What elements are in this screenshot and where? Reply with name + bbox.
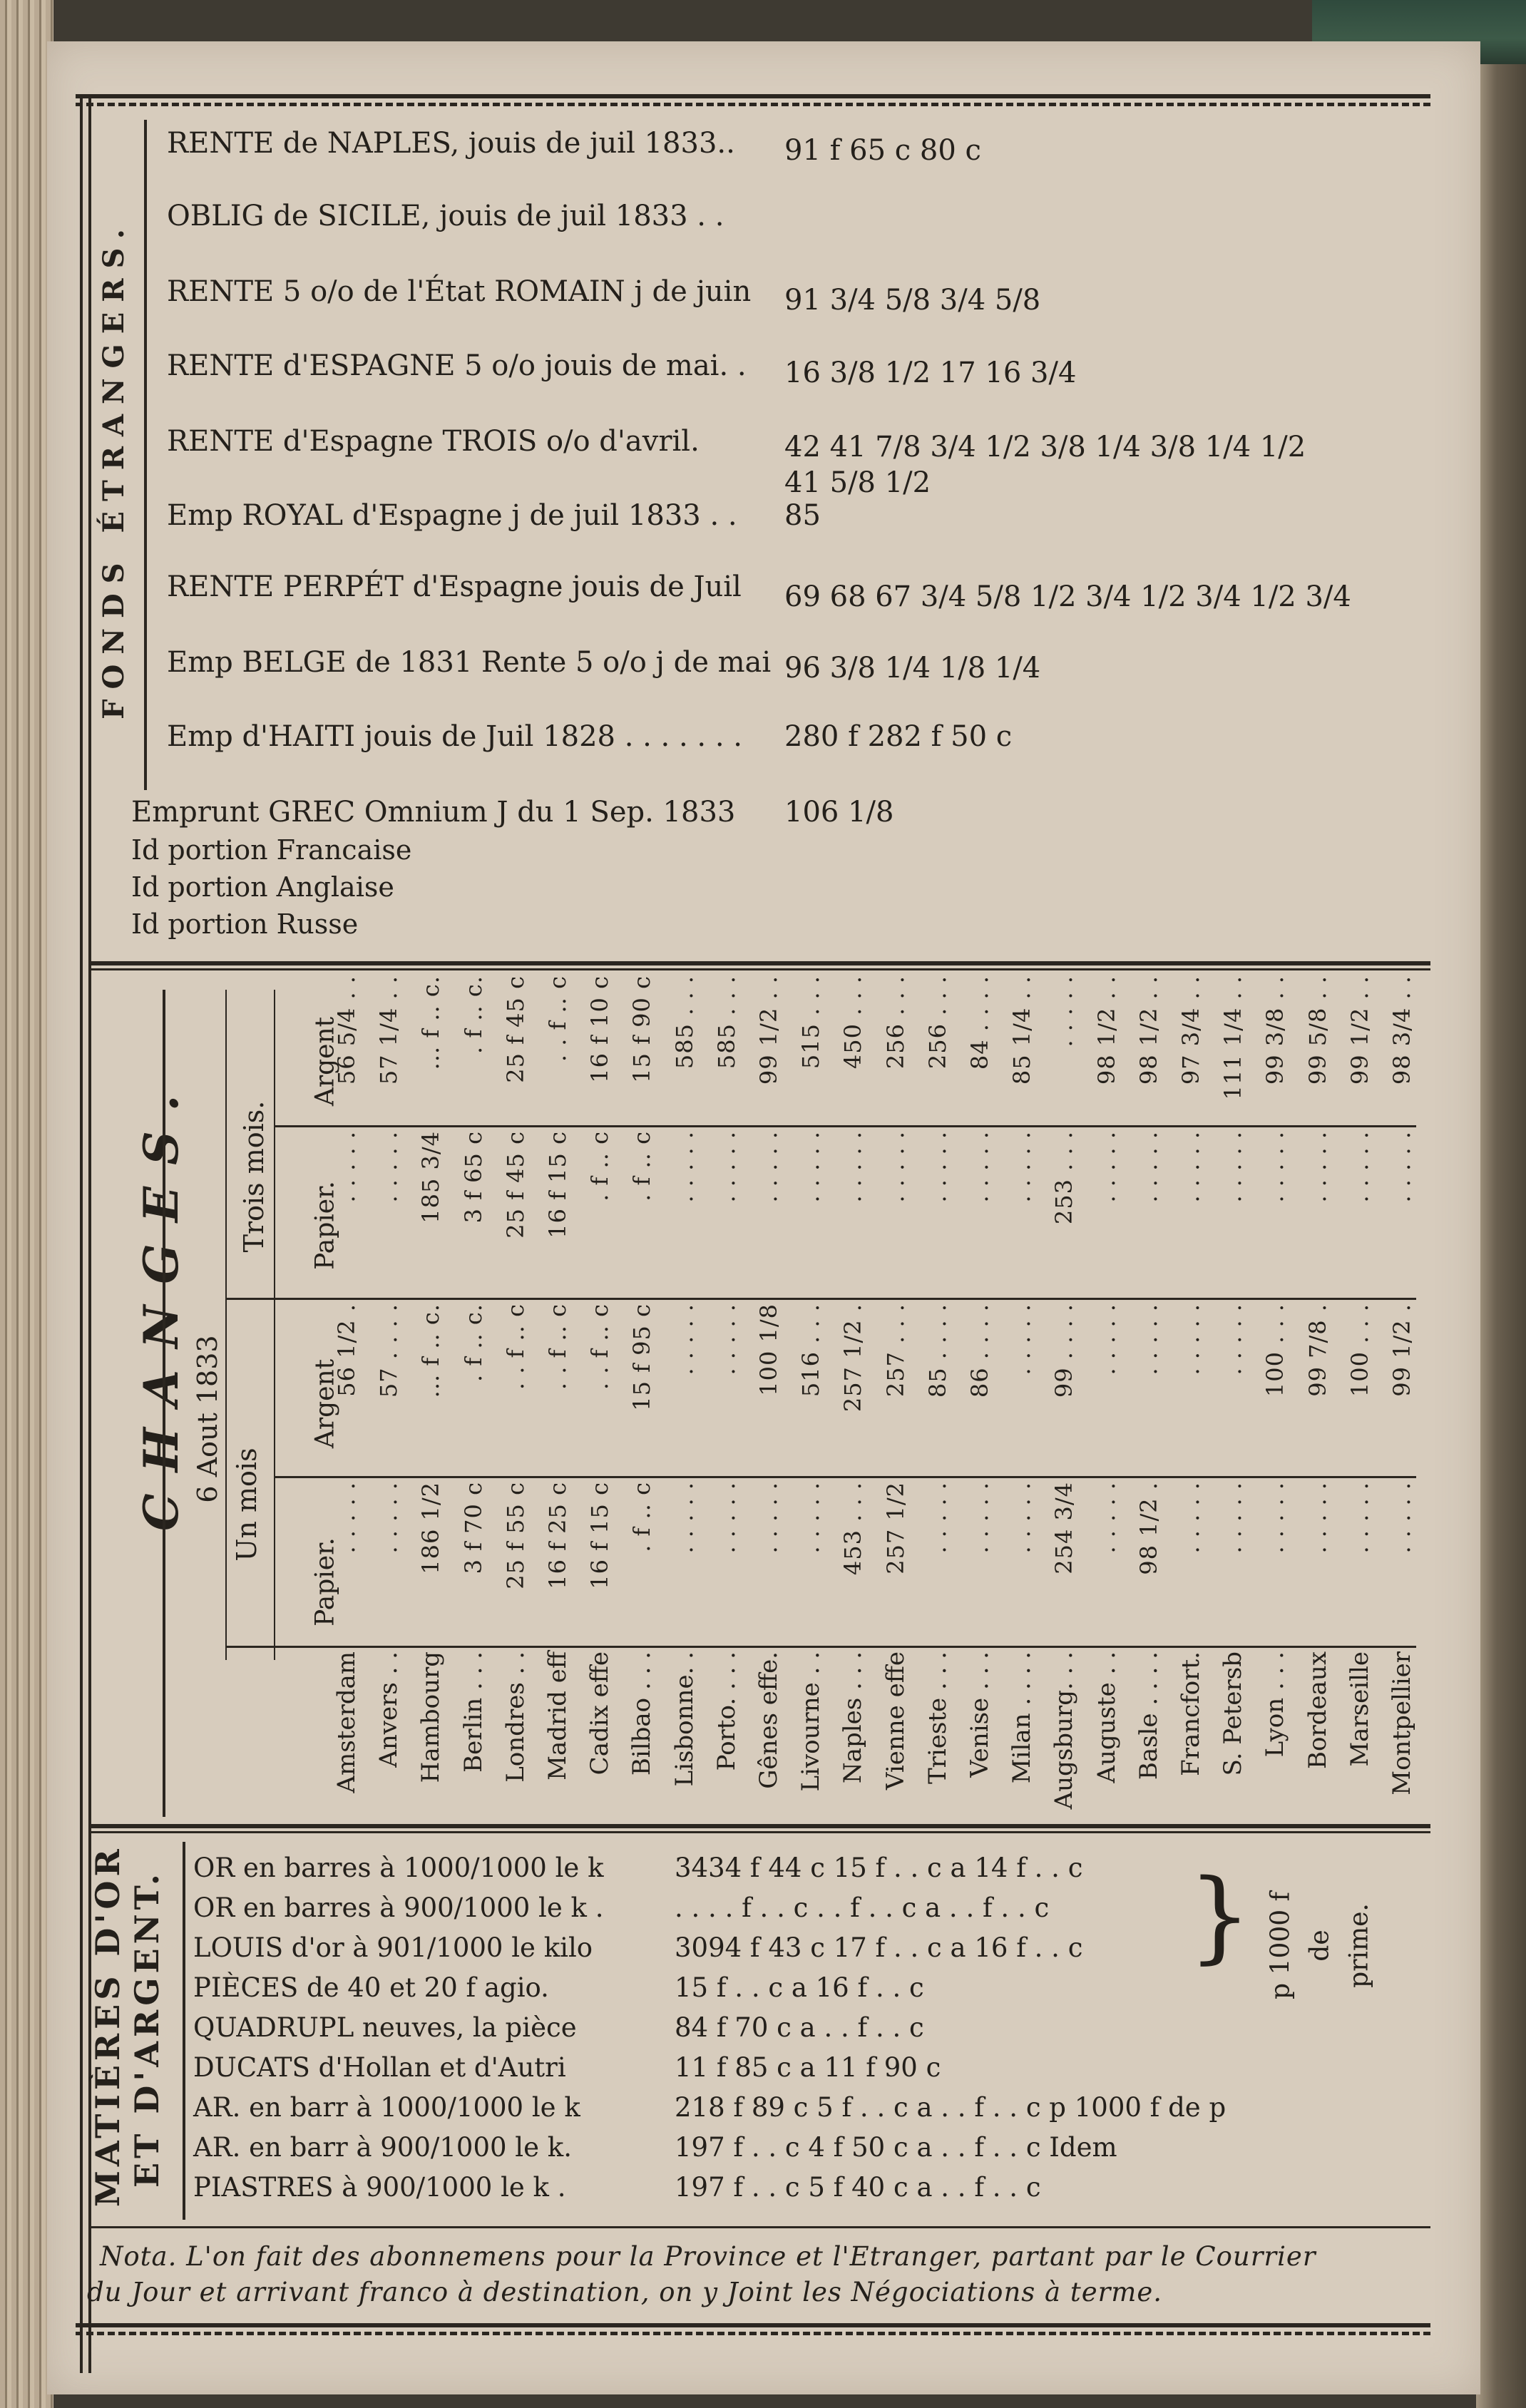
grec-portion: Id portion Russe (131, 908, 359, 940)
prime-line2: de (1305, 1930, 1335, 1962)
cell-trois-papier: . . . . . (966, 1131, 993, 1203)
city-label: Madrid eff (543, 1651, 572, 1781)
grec-portion: Id portion Anglaise (131, 871, 394, 903)
cell-un-papier: 16 f 15 c (586, 1482, 614, 1589)
cell-trois-papier: . . . . . (923, 1131, 951, 1203)
matieres-row-label: OR en barres à 900/1000 le k . (193, 1892, 604, 1923)
prime-line3: prime. (1344, 1903, 1374, 1988)
cell-un-argent: 99 7/8 . (1304, 1303, 1331, 1397)
cell-un-papier: . . . . . (1092, 1482, 1120, 1554)
cell-un-papier: . . . . . (1388, 1482, 1415, 1554)
fonds-row-value: 91 3/4 5/8 3/4 5/8 (784, 284, 1041, 317)
cell-un-papier: . . . . . (1304, 1482, 1331, 1554)
fonds-row-value: 96 3/8 1/4 1/8 1/4 (784, 652, 1041, 685)
city-label: Montpellier (1388, 1651, 1416, 1795)
cell-un-papier: 453 . . . (839, 1482, 867, 1576)
cell-trois-argent: 99 3/8 . . (1261, 975, 1289, 1085)
cell-trois-papier: 185 3/4 (417, 1131, 445, 1224)
changes-date: 6 Aout 1833 (192, 1335, 223, 1503)
matieres-row-label: QUADRUPL neuves, la pièce (193, 2012, 577, 2043)
fonds-row-label: RENTE PERPÉT d'Espagne jouis de Juil (167, 570, 742, 603)
cell-trois-argent: 97 3/4 . . (1177, 975, 1204, 1085)
left-outer-rule (80, 98, 83, 2373)
matieres-row-value: 218 f 89 c 5 f . . c a . . f . . c p 1000 f de p (675, 2092, 1227, 2123)
top-rule (76, 94, 1430, 98)
cell-trois-argent: 15 f 90 c (628, 975, 656, 1083)
city-label: Venise . . . (966, 1651, 994, 1778)
city-label: Berlin . . . (459, 1651, 488, 1773)
cell-un-papier: . . . . . (923, 1482, 951, 1554)
city-label: Bordeaux (1303, 1651, 1332, 1769)
fonds-row-value: 85 (784, 499, 821, 532)
city-label: Naples . . . (839, 1651, 868, 1784)
nota-line2: du Jour et arrivant franco à destination, on y Joint les Négociations à terme. (87, 2277, 1163, 2307)
cell-un-argent: . . . . . (1219, 1303, 1247, 1375)
fonds-row-value: 280 f 282 f 50 c (784, 720, 1013, 753)
city-label: Bilbao . . . (628, 1651, 657, 1776)
cell-un-argent: . f .. c. (459, 1303, 487, 1382)
cell-un-papier: . . . . . (1261, 1482, 1289, 1554)
matieres-title-line2: ET D'ARGENT. (128, 1870, 166, 2188)
cell-un-argent: . . f .. c (544, 1303, 571, 1390)
cell-trois-papier: 253 . . . (1050, 1131, 1078, 1225)
cell-un-papier: . . . . . (1219, 1482, 1247, 1554)
cell-un-argent: 516 . . . (797, 1303, 825, 1398)
cell-un-argent: ... f .. c. (417, 1303, 445, 1398)
cell-trois-papier: . . . . . (1346, 1131, 1373, 1203)
cell-trois-argent: 450 . . . (839, 975, 867, 1070)
matieres-row-label: DUCATS d'Hollan et d'Autri (193, 2052, 566, 2083)
cell-trois-papier: . . . . . (712, 1131, 740, 1203)
changes-top-rule-thin (90, 968, 1430, 970)
cell-un-argent: . . . . . (1008, 1303, 1036, 1375)
cell-trois-argent: 85 1/4 . . (1008, 975, 1036, 1085)
cell-trois-papier: . . . . . (670, 1131, 698, 1203)
changes-bottom-rule (90, 1824, 1430, 1828)
matieres-row-label: LOUIS d'or à 901/1000 le kilo (193, 1932, 593, 1963)
cell-un-papier: . . . . . (1346, 1482, 1373, 1554)
bottom-rule (76, 2323, 1430, 2327)
cell-trois-argent: 98 1/2 . . (1092, 975, 1120, 1085)
fonds-row-label: OBLIG de SICILE, jouis de juil 1833 . . (167, 200, 724, 232)
matieres-divider (183, 1842, 185, 2220)
city-label: Basle . . . . (1134, 1651, 1163, 1781)
cell-trois-papier: . . . . . (1008, 1131, 1036, 1203)
cell-trois-argent: 84 . . . . (966, 975, 993, 1070)
fonds-row-value: 16 3/8 1/2 17 16 3/4 (784, 357, 1077, 389)
cell-un-papier: . . . . . (1177, 1482, 1204, 1554)
cell-un-argent: . . . . . (670, 1303, 698, 1375)
cell-trois-argent: 585 . . . (712, 975, 740, 1070)
cell-un-argent: 257 1/2 . (839, 1303, 867, 1413)
cell-un-argent: . . f .. c (501, 1303, 529, 1390)
cell-un-argent: 100 1/8 (755, 1303, 782, 1396)
cell-trois-argent: . . . . . (1050, 975, 1078, 1047)
cell-trois-papier: . . . . . (1177, 1131, 1204, 1203)
cell-trois-argent: ... f .. c. (417, 975, 445, 1070)
fonds-divider (144, 120, 147, 790)
fonds-row-value-continued: 41 5/8 1/2 (784, 466, 931, 499)
cell-un-papier: 186 1/2 (417, 1482, 445, 1574)
cell-trois-argent: 25 f 45 c (501, 975, 529, 1083)
cell-un-papier: . . . . . (966, 1482, 993, 1554)
book-spine-right (1476, 0, 1526, 2408)
document-page (47, 41, 1480, 2394)
cell-trois-papier: . . . . . (1219, 1131, 1247, 1203)
cell-un-papier: . . . . . (1008, 1482, 1036, 1554)
cell-un-argent: 57 . . . . (375, 1303, 403, 1398)
row-divider-argent-papier-trois (275, 1125, 1416, 1127)
cell-un-papier: 254 3/4 (1050, 1482, 1078, 1574)
city-label: Lyon . . . (1261, 1651, 1290, 1758)
city-label: Porto. . . . (712, 1651, 741, 1771)
header-papier-un: Papier. (310, 1537, 340, 1626)
matieres-row-label: PIASTRES à 900/1000 le k . (193, 2172, 566, 2203)
cell-un-papier: . . . . . (797, 1482, 825, 1554)
top-dashed-rule (76, 103, 1430, 106)
matieres-row-value: . . . . f . . c . . f . . c a . . f . . c (675, 1892, 1050, 1923)
fonds-row-value: 91 f 65 c 80 c (784, 134, 981, 167)
city-label: Livourne . . (797, 1651, 826, 1792)
fonds-row-value: 42 41 7/8 3/4 1/2 3/8 1/4 3/8 1/4 1/2 (784, 431, 1306, 463)
matieres-bottom-rule (90, 2226, 1430, 2228)
city-label: Milan . . . . (1008, 1651, 1037, 1784)
cell-trois-argent: 256 . . . (923, 975, 951, 1070)
cell-un-argent: 99 1/2 . (1388, 1303, 1415, 1397)
matieres-row-value: 197 f . . c 5 f 40 c a . . f . . c (675, 2172, 1041, 2203)
cell-un-argent: 100 . . . (1261, 1303, 1289, 1398)
cell-trois-argent: 16 f 10 c (586, 975, 614, 1083)
matieres-row-value: 197 f . . c 4 f 50 c a . . f . . c Idem (675, 2132, 1117, 2163)
cell-un-argent: 15 f 95 c (628, 1303, 656, 1411)
cell-trois-argent: 98 3/4 . . (1388, 975, 1415, 1085)
cell-un-argent: 56 1/2 . (333, 1303, 360, 1397)
cell-trois-papier: 16 f 15 c (544, 1131, 571, 1239)
city-label: Londres . . (501, 1651, 530, 1783)
cell-trois-papier: . . . . . (839, 1131, 867, 1203)
cell-trois-papier: . . . . . (1261, 1131, 1289, 1203)
changes-top-rule (90, 961, 1430, 965)
city-label: Anvers . . (374, 1651, 404, 1768)
city-label: Trieste . . . (923, 1651, 952, 1785)
header-argent-un: Argent (310, 1358, 340, 1449)
cell-un-papier: 257 1/2 (881, 1482, 909, 1574)
cell-un-papier: . . . . . (712, 1482, 740, 1554)
date-divider (225, 990, 227, 1660)
fonds-row-label: RENTE d'ESPAGNE 5 o/o jouis de mai. . (167, 349, 747, 382)
cell-un-papier: . . . . . (375, 1482, 403, 1554)
cell-trois-argent: . . f .. c (544, 975, 571, 1062)
cell-un-argent: 100 . . . (1346, 1303, 1373, 1398)
cell-un-papier: . f .. c (628, 1482, 656, 1552)
city-label: Hambourg (416, 1651, 446, 1783)
cell-trois-papier: . . . . . (797, 1131, 825, 1203)
matieres-row-value: 11 f 85 c a 11 f 90 c (675, 2052, 941, 2083)
cell-un-papier: . . . . . (670, 1482, 698, 1554)
city-label: Augsburg. . . (1050, 1651, 1079, 1810)
changes-title: CHANGES. (133, 1073, 189, 1531)
cell-un-argent: 99 . . . . (1050, 1303, 1078, 1398)
matieres-row-value: 3434 f 44 c 15 f . . c a 14 f . . c (675, 1853, 1083, 1883)
cell-trois-argent: 99 1/2 . . (755, 975, 782, 1085)
grec-value: 106 1/8 (784, 796, 894, 829)
matieres-title-line1: MATIÈRES D'OR (88, 1845, 127, 2207)
cell-un-argent: . . . . . (712, 1303, 740, 1375)
fonds-row-label: Emp d'HAITI jouis de Juil 1828 . . . . . . . (167, 720, 742, 753)
cell-un-argent: . . . . . (1177, 1303, 1204, 1375)
cell-un-papier: . . . . . (333, 1482, 360, 1554)
cell-un-papier: 98 1/2 . (1135, 1482, 1162, 1575)
cell-trois-argent: 57 1/4 . . (375, 975, 403, 1085)
matieres-row-label: AR. en barr à 900/1000 le k. (193, 2132, 572, 2163)
cell-trois-argent: 515 . . . (797, 975, 825, 1070)
cell-trois-argent: 256 . . . (881, 975, 909, 1070)
matieres-row-value: 15 f . . c a 16 f . . c (675, 1972, 924, 2003)
city-label: S. Petersb (1219, 1651, 1248, 1776)
nota-line1: Nota. L'on fait des abonnemens pour la Province et l'Etranger, partant par le Courrier (100, 2241, 1316, 2272)
city-label: Lisbonne. . (670, 1651, 699, 1787)
cell-trois-papier: 25 f 45 c (501, 1131, 529, 1239)
cell-un-argent: 86 . . . . (966, 1303, 993, 1398)
group-trois-mois: Trois mois. (238, 1100, 270, 1253)
brace-icon: } (1188, 1858, 1252, 1974)
cell-un-papier: 3 f 70 c (459, 1482, 487, 1574)
cell-trois-papier: . . . . . (1092, 1131, 1120, 1203)
group-un-mois: Un mois (231, 1448, 262, 1562)
cell-trois-argent: 99 1/2 . . (1346, 975, 1373, 1085)
cell-un-papier: . . . . . (755, 1482, 782, 1554)
grec-label: Emprunt GREC Omnium J du 1 Sep. 1833 (131, 796, 736, 829)
cell-trois-papier: . . . . . (755, 1131, 782, 1203)
fonds-row-label: RENTE 5 o/o de l'État ROMAIN j de juin (167, 275, 752, 308)
cell-trois-argent: 98 1/2 . . (1135, 975, 1162, 1085)
header-argent-trois: Argent (310, 1016, 340, 1107)
cell-un-argent: . . . . . (1135, 1303, 1162, 1375)
row-divider-un-cities (225, 1646, 1416, 1648)
matieres-row-label: AR. en barr à 1000/1000 le k (193, 2092, 580, 2123)
cell-trois-papier: . . . . . (1304, 1131, 1331, 1203)
city-label: Vienne effe (881, 1651, 910, 1790)
cell-trois-argent: 111 1/4 . . (1219, 975, 1247, 1100)
row-divider-argent-papier-un (275, 1476, 1416, 1478)
group-divider (274, 990, 275, 1660)
cell-trois-argent: . f .. c. (459, 975, 487, 1054)
cell-un-argent: 85 . . . . (923, 1303, 951, 1398)
city-label: Amsterdam (332, 1651, 361, 1793)
cell-trois-papier: 3 f 65 c (459, 1131, 487, 1224)
city-label: Marseille (1345, 1651, 1374, 1767)
row-divider-trois-un (225, 1298, 1416, 1300)
matieres-row-label: PIÈCES de 40 et 20 f agio. (193, 1972, 549, 2003)
grec-portion: Id portion Francaise (131, 834, 412, 866)
cell-un-argent: . . f .. c (586, 1303, 614, 1390)
cell-un-papier: 25 f 55 c (501, 1482, 529, 1589)
cell-trois-papier: . f .. c (586, 1131, 614, 1202)
matieres-row-value: 3094 f 43 c 17 f . . c a 16 f . . c (675, 1932, 1083, 1963)
cell-trois-papier: . . . . . (333, 1131, 360, 1203)
book-binding-edge (0, 0, 53, 2408)
bottom-dashed-rule (76, 2332, 1430, 2335)
matieres-row-label: OR en barres à 1000/1000 le k (193, 1853, 604, 1883)
fonds-etrangers-title: FONDS ÉTRANGERS. (97, 219, 130, 719)
fonds-row-label: RENTE d'Espagne TROIS o/o d'avril. (167, 425, 700, 458)
cell-un-papier: 16 f 25 c (544, 1482, 571, 1589)
city-label: Auguste . . (1092, 1651, 1121, 1783)
fonds-row-label: RENTE de NAPLES, jouis de juil 1833.. (167, 127, 735, 160)
cell-trois-papier: . . . . . (881, 1131, 909, 1203)
cell-trois-argent: 585 . . . (670, 975, 698, 1070)
cell-trois-argent: 56 5/4 . . (333, 975, 360, 1085)
fonds-row-value: 69 68 67 3/4 5/8 1/2 3/4 1/2 3/4 1/2 3/4 (784, 580, 1351, 613)
cell-trois-papier: . f .. c (628, 1131, 656, 1202)
city-label: Francfort. (1177, 1651, 1205, 1776)
header-papier-trois: Papier. (310, 1181, 340, 1270)
cell-trois-argent: 99 5/8 . . (1304, 975, 1331, 1085)
changes-title-divider (163, 990, 165, 1817)
city-label: Cadix effe (585, 1651, 615, 1776)
fonds-row-label: Emp ROYAL d'Espagne j de juil 1833 . . (167, 499, 737, 532)
cell-un-argent: . . . . . (1092, 1303, 1120, 1375)
prime-line1: p 1000 f (1266, 1892, 1296, 1999)
cell-trois-papier: . . . . . (375, 1131, 403, 1203)
matieres-row-value: 84 f 70 c a . . f . . c (675, 2012, 924, 2043)
fonds-row-label: Emp BELGE de 1831 Rente 5 o/o j de mai (167, 646, 772, 679)
cell-trois-papier: . . . . . (1388, 1131, 1415, 1203)
city-label: Gênes effe. (754, 1651, 783, 1789)
cell-trois-papier: . . . . . (1135, 1131, 1162, 1203)
changes-bottom-rule-thin (90, 1831, 1430, 1833)
cell-un-argent: 257 . . . (881, 1303, 909, 1398)
